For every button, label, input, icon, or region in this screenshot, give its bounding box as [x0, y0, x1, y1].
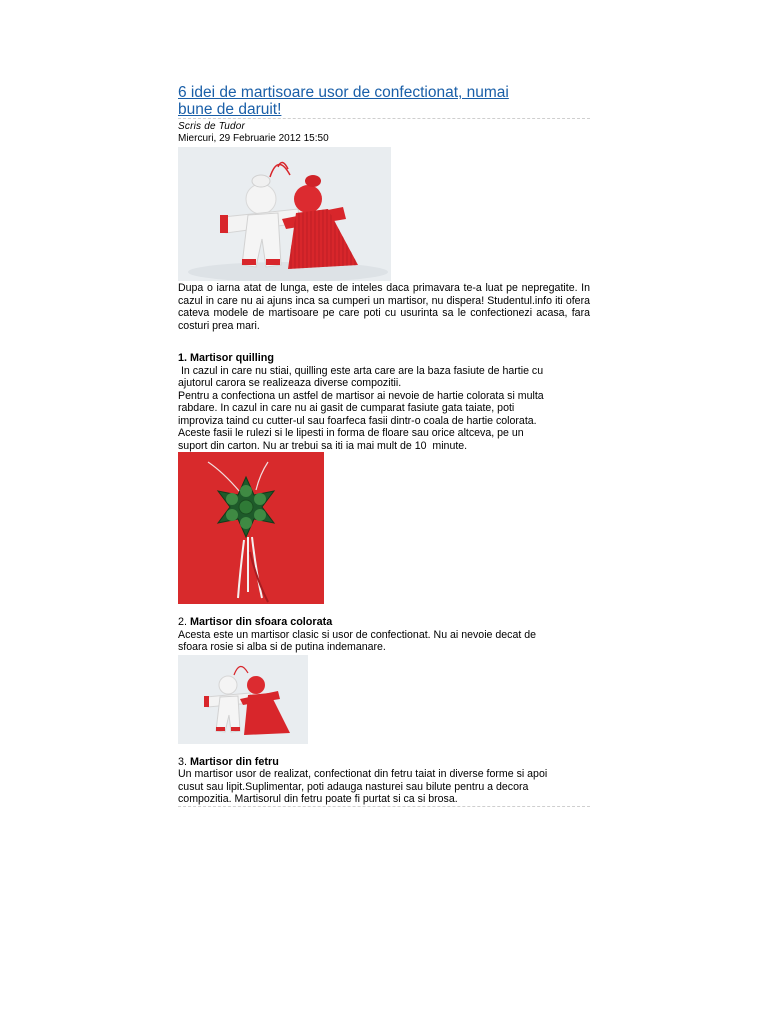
article-title[interactable] [178, 84, 590, 118]
date-line: Miercuri, 29 Februarie 2012 15:50 [178, 133, 329, 144]
article [178, 84, 590, 807]
section-1-heading: 1. Martisor quilling [178, 352, 274, 364]
section-1-line: rabdare. In cazul in care nu ai gasit de cumparat fasiute gata taiate, poti [178, 402, 515, 414]
section-1-line: ajutorul carora se realizeaza diverse compozitii. [178, 377, 402, 389]
article-meta [178, 121, 590, 145]
section-3-title: Martisor din fetru [190, 755, 279, 768]
author-line: Scris de Tudor [178, 121, 246, 132]
title-line-1[interactable]: 6 idei de martisoare usor de confectionat, numai [178, 84, 509, 101]
photo-quilling-martisor [178, 452, 324, 604]
section-1-line: In cazul in care nu stiai, quilling este arta care are la baza fasiute de hartie cu [178, 364, 544, 377]
section-1-line: improviza taind cu cutter-ul sau foarfeca fasii dintr-o coala de hartie colorata. [178, 414, 537, 427]
section-2-line: Acesta este un martisor clasic si usor de confectionat. Nu ai nevoie decat de [178, 628, 537, 641]
photo-yarn-dolls-small [178, 655, 308, 744]
section-2-number: 2. [178, 616, 188, 628]
section-3-number: 3. [178, 755, 188, 768]
section-3-heading [178, 756, 590, 769]
section-3-line: Un martisor usor de realizat, confectionat din fetru taiat in diverse forme si apoi [178, 768, 548, 780]
section-3-line: compozitia. Martisorul din fetru poate fi purtat si ca si brosa. [178, 793, 458, 805]
title-divider [178, 118, 590, 119]
section-2-title: Martisor din sfoara colorata [190, 616, 333, 628]
section-1-body [178, 365, 590, 453]
section-2-line: sfoara rosie si alba si de putina indemanare. [178, 641, 386, 653]
section-3-body [178, 768, 590, 806]
section-2-body [178, 629, 590, 654]
title-line-2[interactable]: bune de daruit! [178, 101, 282, 118]
footer-divider [178, 806, 590, 807]
section-2-heading [178, 616, 590, 629]
section-1-line: suport din carton. Nu ar trebui sa iti ia mai mult de 10 minute. [178, 439, 468, 452]
section-1-line: Pentru a confectiona un astfel de martisor ai nevoie de hartie colorata si multa [178, 389, 544, 402]
intro-paragraph: Dupa o iarna atat de lunga, este de inteles daca primavara te-a luat pe nepregatite. In cazul in care nu ai ajuns inca sa cumperi un martisor, nu dispera! Studentul.info iti ofera cateva modele de martisoare pe care poti cu usurinta sa le confectionezi acasa, fara costuri prea mari. [178, 282, 590, 332]
photo-yarn-dolls [178, 147, 391, 281]
section-3-line: cusut sau lipit.Suplimentar, poti adauga nasturei sau bilute pentru a decora [178, 780, 529, 793]
section-1-line: Aceste fasii le rulezi si le lipesti in forma de floare sau orice altceva, pe un [178, 427, 524, 439]
